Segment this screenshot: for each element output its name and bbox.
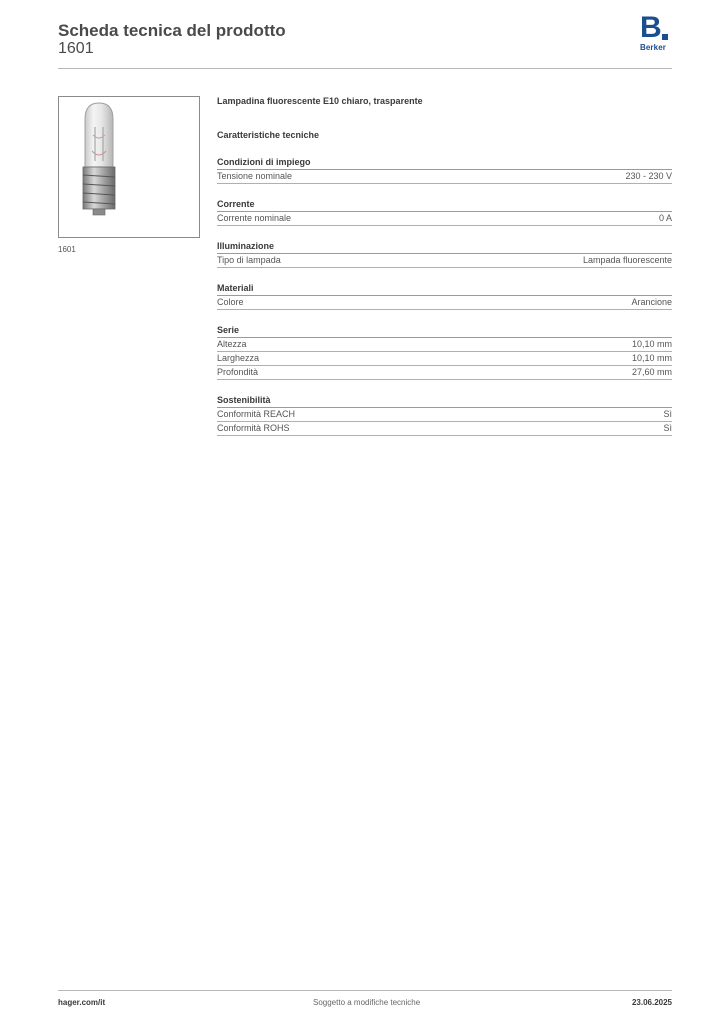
section-title: Illuminazione <box>217 240 672 254</box>
spec-row <box>217 338 672 352</box>
spec-row <box>217 422 672 436</box>
spec-label: Conformità REACH <box>217 409 296 419</box>
product-image <box>58 96 200 238</box>
section-title: Condizioni di impiego <box>217 156 672 170</box>
spec-label: Tensione nominale <box>217 171 293 181</box>
spec-value: Lampada fluorescente <box>582 255 672 265</box>
spec-value: Arancione <box>631 297 672 307</box>
spec-label: Conformità ROHS <box>217 423 290 433</box>
spec-value: 27,60 mm <box>631 367 672 377</box>
light-bulb-icon <box>59 97 199 237</box>
spec-value: 10,10 mm <box>631 339 672 349</box>
spec-row <box>217 212 672 226</box>
page-title: Scheda tecnica del prodotto <box>58 21 286 40</box>
spec-row <box>217 254 672 268</box>
footer-date: 23.06.2025 <box>631 998 672 1007</box>
footer-note: Soggetto a modifiche tecniche <box>313 998 421 1007</box>
spec-section <box>217 240 672 268</box>
spec-label: Colore <box>217 297 244 307</box>
berker-logo <box>640 11 674 54</box>
spec-row <box>217 352 672 366</box>
spec-row <box>217 366 672 380</box>
spec-content <box>217 96 672 436</box>
tech-heading: Caratteristiche tecniche <box>217 130 320 140</box>
logo-dot <box>662 34 668 40</box>
spec-section <box>217 156 672 184</box>
spec-row <box>217 408 672 422</box>
spec-label: Profondità <box>217 367 259 377</box>
spec-value: Sì <box>663 423 672 433</box>
section-title: Sostenibilità <box>217 394 672 408</box>
spec-label: Altezza <box>217 339 247 349</box>
section-title: Serie <box>217 324 672 338</box>
logo-b-mark: B <box>640 11 662 44</box>
section-title: Corrente <box>217 198 672 212</box>
header-divider <box>58 68 672 69</box>
spec-value: Sì <box>663 409 672 419</box>
product-description: Lampadina fluorescente E10 chiaro, trasparente <box>217 96 423 106</box>
spec-label: Corrente nominale <box>217 213 292 223</box>
spec-section <box>217 324 672 380</box>
spec-section <box>217 394 672 436</box>
spec-section <box>217 198 672 226</box>
spec-value: 10,10 mm <box>631 353 672 363</box>
spec-label: Larghezza <box>217 353 260 363</box>
footer-divider <box>58 990 672 991</box>
section-title: Materiali <box>217 282 672 296</box>
footer-website: hager.com/it <box>58 998 106 1007</box>
spec-value: 230 - 230 V <box>625 171 672 181</box>
spec-section <box>217 282 672 310</box>
spec-value: 0 A <box>658 213 672 223</box>
logo-brand-text: Berker <box>640 43 666 52</box>
spec-row <box>217 296 672 310</box>
spec-label: Tipo di lampada <box>217 255 281 265</box>
spec-row <box>217 170 672 184</box>
image-caption: 1601 <box>58 245 76 254</box>
product-code: 1601 <box>58 40 94 57</box>
